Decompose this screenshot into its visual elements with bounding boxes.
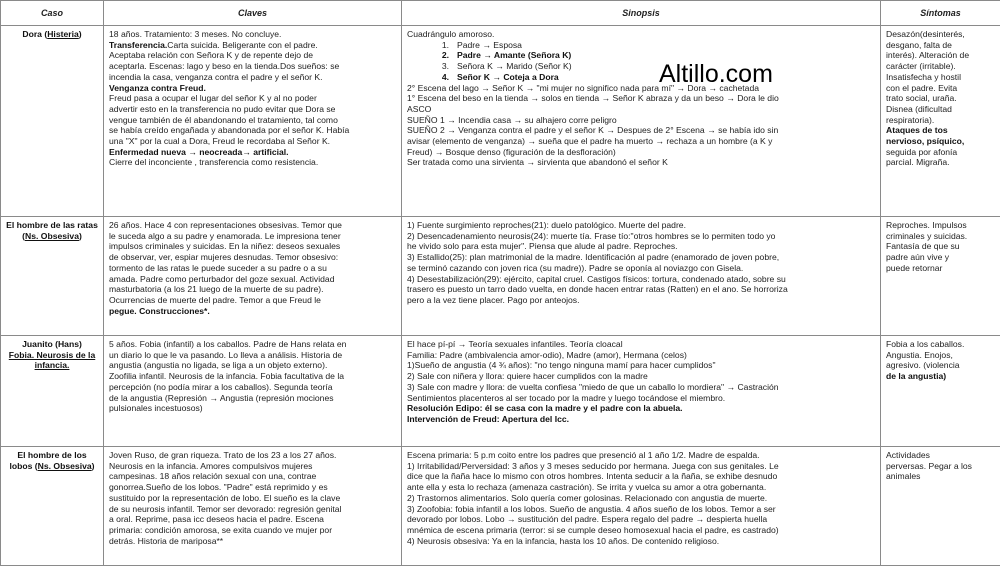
caso-name: El hombre de los lobos ( [9,450,86,471]
caso-name: Dora ( [22,29,47,39]
list-item: 3. Señora K → Marido (Señor K) [407,61,875,72]
watermark-text: Altillo.com [659,60,773,89]
caso-link: Ns. Obsesiva [25,231,79,241]
header-row [1,1,1000,26]
header-sintomas: Síntomas [881,1,1000,26]
table-row [1,217,1000,336]
table-row [1,26,1000,217]
claves-cell: 26 años. Hace 4 con representaciones obsesivas. Temor que le suceda algo a su padre y enamorada. Le impresiona tener impulsos criminales y suicidas. En la niñez: deseos sexuales de observar, ver, espiar mujeres desnudas. Temor obsesivo: tormento de las ratas le puede suceder a su padre o a su amada. Padre como perturbador del goze sexual. Actividad masturbatoria (a los 21 luego de la muerte de su padre). Ocurrencias de muerte del padre. Temor a que Freud le pegue. Construcciones*. [104,217,402,336]
claves-cell: 5 años. Fobia (infantil) a los caballos. Padre de Hans relata en un diario lo que le va pasando. Lo lleva a análisis. Historia de angustia (angustia no ligada, se liga a un objeto externo). Zoofilia infantil. Neurosis de la infancia. Fobia facultativa de la percepción (no podía mirar a los caballos). Segunda teoría de la angustia (Represión → Angustia (represión mociones pulsionales incestuosos) [104,336,402,447]
sinopsis-cell: 1) Fuente surgimiento reproches(21): duelo patológico. Muerte del padre. 2) Desencadenamiento neurosis(24): muerte tía. Frase tío:"otros hombres se lo permiten todo yo he vivido solo para esta mujer". Piensa que alude al padre. Reproches. 3) Estallido(25): plan matrimonial de la madre. Identificación al padre (enamorado de joven pobre, se terminó cazando con joven rica (su madre)). Padre se oponía al noviazgo con Gisela. 4) Desestabilización(29): ejército, capital cruel. Castigos físicos: tortura, condenado atado, sobre su trasero es puesto un tarro dado vuelta, en donde hacen entrar ratas (Ratten) en el ano. Se horroriza pero a la vez tiene placer. Pago por anteojos. [402,217,881,336]
sintomas-cell: Actividades perversas. Pegar a los animales [881,447,1000,566]
list-item: 1. Padre → Esposa [407,40,875,51]
caso-name: Juanito (Hans) [6,339,98,350]
caso-cell: El hombre de las ratas (Ns. Obsesiva) [1,217,104,336]
caso-cell [1,336,104,447]
sinopsis-cell: El hace pí-pí → Teoría sexuales infantiles. Teoría cloacal Familia: Padre (ambivalencia amor-odio), Madre (amor), Hermana (celos) 1)Sueño de angustia (4 ¾ años): "no tengo ninguna mamí para hacer cumplidos" 2) Sale con niñera y llora: quiere hacer cumplidos con la madre 3) Sale con madre y llora: de vuelta confiesa "miedo de que un caballo lo mordiera" → Castración Sentimientos placenteros al ser tocado por la madre y luego tocándose el miembro. Resolución Edipo: él se casa con la madre y el padre con la abuela. Intervención de Freud: Apertura del Icc. [402,336,881,447]
caso-link: Fobia. Neurosis de la infancia. [9,350,95,371]
header-sinopsis: Sinopsis [402,1,881,26]
sintomas-cell: Reproches. Impulsos criminales y suicidas. Fantasía de que su padre aún vive y puede retornar [881,217,1000,336]
sintomas-cell: Fobia a los caballos. Angustia. Enojos, agresivo. (violencia de la angustia) [881,336,1000,447]
header-claves: Claves [104,1,402,26]
claves-cell: Joven Ruso, de gran riqueza. Trato de los 23 a los 27 años. Neurosis en la infancia. Amores compulsivos mujeres campesinas. 18 años relación sexual con una, contrae gonorrea.Sueño de los lobos. "Padre" está reprimido y es sustituido por la representación de lobo. El sueño es la clave de su neurosis infantil. Temor ser devorado: regresión genital a oral. Reprime, pasa icc deseos hacia el padre. Escena primaria: condición amorosa, se exita cuando ve mujer por detrás. Historia de mariposa** [104,447,402,566]
sintomas-cell: Desazón(desinterés, desgano, falta de interés). Alteración de carácter (irritable). Insatisfecha y hostil con el padre. Evita trato social, uraña. Disnea (dificultad respiratoria). Ataques de tos nervioso, psíquico, seguida por afonía parcial. Migraña. [881,26,1000,217]
claves-cell: 18 años. Tratamiento: 3 meses. No concluye. Transferencia.Carta suicida. Beligerante con el padre. Aceptaba relación con Señora K y de repente dejo de aceptarla. Escenas: lago y beso en la tienda.Dos sueños: se incendia la casa, venganza contra el padre y el señor K. Venganza contra Freud. Freud pasa a ocupar el lugar del señor K y al no poder advertir esto en la transferencia no pudo evitar que Dora se vengue también de él abandonando el tratamiento, tal como se había creído engañada y abandonada por el señor K. Había una "X" por la cual a Dora, Freud le recordaba al Señor K. Enfermedad nueva → neocreada→ artificial. Cierre del inconciente , transferencia como resistencia. [104,26,402,217]
caso-link: Histeria [47,29,79,39]
list-item: 4. Señor K → Coteja a Dora [407,72,875,83]
list-item: 2. Padre → Amante (Señora K) [407,50,875,61]
sinopsis-cell: Cuadrángulo amoroso. 1. Padre → Esposa 2. Padre → Amante (Señora K) 3. Señora K → Marido (Señor K) 4. Señor K → Coteja a Dora 2° Escena del lago → Señor K → "mi mujer no significo nada para mí" → Dora → cachetada 1° Escena del beso en la tienda → solos en tienda → Señor K abraza y da un beso → Dora le dio ASCO SUEÑO 1 → Incendia casa → su alhajero corre peligro SUEÑO 2 → Venganza contra el padre y el señor K → Despues de 2° Escena → se había ido sin avisar (elemento de venganza) → sueña que el padre ha muerto → rechaza a un hombre (a K y Freud) → Bosque denso (figuración de la desfloración) Ser tratada como una sirvienta → sirvienta que abandonó el señor K [402,26,881,217]
caso-link: Ns. Obsesiva [38,461,92,471]
sinopsis-cell: Escena primaria: 5 p.m coito entre los padres que presenció al 1 año 1/2. Madre de espalda. 1) Irritabilidad/Perversidad: 3 años y 3 meses seducido por hermana. Juega con sus genitales. Le dice que la ñaña hace lo mismo con otros hombres. Intenta seducir a la ñaña, se exhibe desnudo ante ella y esta lo rechaza (amenaza castración). Se irrita y vuelca su amor a otra gobernanta. 2) Trastornos alimentarios. Solo quería comer golosinas. Relacionado con angustia de muerte. 3) Zoofobia: fobia infantil a los lobos. Sueño de angustia. 4 años sueño de los lobos. Temor a ser devorado por lobos. Lobo → sustitución del padre. Espera regalo del padre → despierta huella mnémica de escena primaria (terror: si se cumple deseo homosexual hacia el padre, es castrado) 4) Neurosis obsesiva: Ya en la infancia, hasta los 10 años. De contenido religioso. [402,447,881,566]
caso-name: El hombre de las ratas ( [6,220,98,241]
caso-cell: El hombre de los lobos (Ns. Obsesiva) [1,447,104,566]
header-caso: Caso [1,1,104,26]
table-row [1,447,1000,566]
caso-cell: Dora (Histeria) [1,26,104,217]
table-row [1,336,1000,447]
